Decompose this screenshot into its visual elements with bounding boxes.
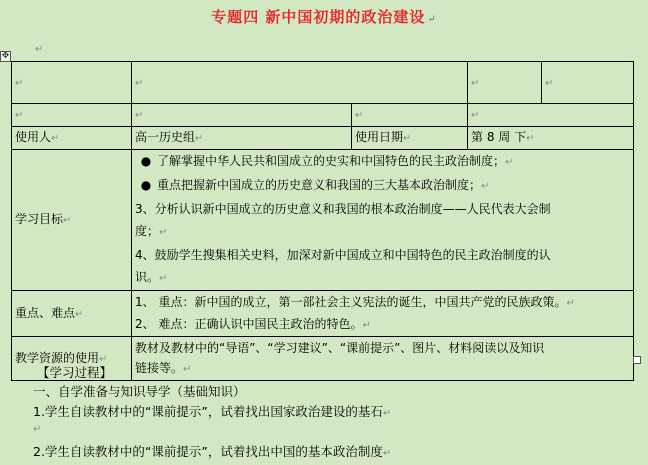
date-label: 使用日期↵ bbox=[352, 127, 468, 150]
paragraph-mark: ↵ bbox=[545, 77, 554, 89]
table-move-handle-icon[interactable]: ✥ bbox=[1, 51, 10, 61]
paragraph-mark: ↵ bbox=[33, 424, 42, 435]
bullet-icon: ● bbox=[140, 178, 152, 192]
goals-cell[interactable] bbox=[132, 150, 634, 291]
paragraph-mark: ↵ bbox=[427, 14, 437, 25]
body-item: 1.学生自读教材中的“课前提示”，试着找出国家政治建设的基石↵ bbox=[33, 404, 392, 419]
table-cell[interactable] bbox=[468, 104, 634, 127]
table-row bbox=[12, 104, 634, 127]
table-row bbox=[12, 62, 634, 104]
process-heading: 【学习过程】 bbox=[37, 365, 113, 380]
paragraph-mark: ↵ bbox=[35, 44, 44, 55]
table-row bbox=[12, 291, 634, 337]
user-value[interactable]: 高一历史组↵ bbox=[132, 127, 352, 150]
paragraph-mark: ↵ bbox=[471, 110, 480, 121]
goal-line: 度；↵ bbox=[135, 224, 168, 238]
resources-label: 教学资源的使用↵ bbox=[12, 337, 132, 381]
focus-label: 重点、难点↵ bbox=[12, 291, 132, 337]
user-label: 使用人↵ bbox=[12, 127, 132, 150]
section-heading: 一、自学准备与知识导学（基础知识） bbox=[33, 384, 246, 399]
goal-line: 识。↵ bbox=[135, 270, 168, 284]
paragraph-mark: ↵ bbox=[355, 110, 364, 121]
body-item: 2.学生自读教材中的“课前提示”，试着找出中国的基本政治制度↵ bbox=[33, 444, 392, 459]
table-cell[interactable] bbox=[468, 62, 542, 104]
paragraph-mark: ↵ bbox=[15, 77, 24, 89]
resources-line: 教材及教材中的“导语”、“学习建议”、“课前提示”、图片、材料阅读以及知识 bbox=[135, 340, 545, 355]
focus-cell[interactable] bbox=[132, 291, 634, 337]
table-row bbox=[12, 127, 634, 150]
table-cell[interactable] bbox=[352, 104, 468, 127]
table-cell[interactable] bbox=[12, 62, 132, 104]
table-cell[interactable] bbox=[132, 62, 468, 104]
bullet-icon: ● bbox=[140, 154, 152, 168]
date-value[interactable]: 第 8 周 下↵ bbox=[468, 127, 634, 150]
resources-line: 链接等。↵ bbox=[135, 360, 192, 375]
page-title-text: 专题四 新中国初期的政治建设 bbox=[211, 8, 426, 26]
goals-label: 学习目标↵ bbox=[12, 150, 132, 291]
lesson-plan-table bbox=[11, 61, 634, 381]
table-cell[interactable] bbox=[12, 104, 132, 127]
goal-line: ● 重点把握新中国成立的历史意义和我国的三大基本政治制度；↵ bbox=[135, 174, 630, 198]
focus-line: 2、 难点：正确认识中国民主政治的特色。↵ bbox=[135, 316, 371, 331]
goal-line: 4、鼓励学生搜集相关史料，加深对新中国成立和中国特色的民主政治制度的认 bbox=[135, 248, 551, 262]
paragraph-mark: ↵ bbox=[15, 110, 24, 121]
table-cell[interactable] bbox=[542, 62, 634, 104]
paragraph-mark: ↵ bbox=[471, 77, 480, 89]
table-row bbox=[12, 150, 634, 291]
paragraph-mark: ↵ bbox=[135, 110, 144, 121]
page-title bbox=[0, 6, 648, 27]
focus-line: 1、 重点：新中国的成立，第一部社会主义宪法的诞生，中国共产党的民族政策。↵ bbox=[135, 294, 575, 309]
table-cell[interactable] bbox=[132, 104, 352, 127]
resources-cell[interactable] bbox=[132, 337, 634, 381]
goal-line: 3、分析认识新中国成立的历史意义和我国的根本政治制度——人民代表大会制 bbox=[135, 202, 551, 216]
paragraph-mark: ↵ bbox=[135, 77, 144, 89]
goal-line: ● 了解掌握中华人民共和国成立的史实和中国特色的民主政治制度；↵ bbox=[135, 150, 630, 174]
table-resize-handle[interactable] bbox=[633, 356, 641, 364]
